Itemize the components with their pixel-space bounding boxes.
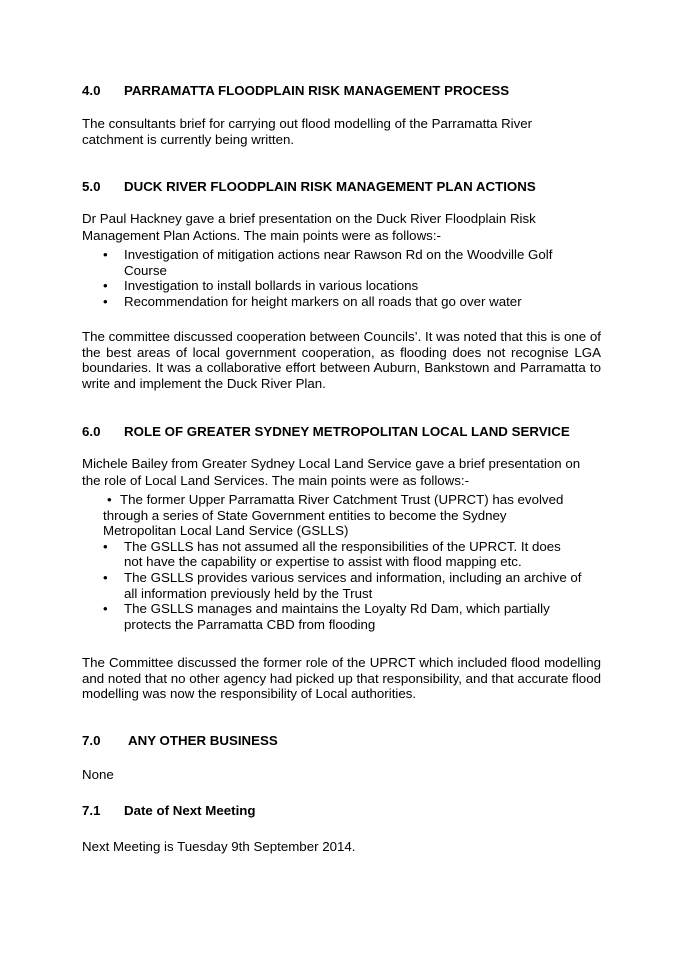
list-item	[82, 294, 582, 310]
section-7-heading	[82, 733, 278, 749]
list-item	[82, 247, 582, 278]
bullet-icon: •	[103, 538, 108, 554]
section-7-body: None	[82, 767, 114, 782]
section-5-heading	[82, 179, 536, 195]
section-6-heading	[82, 424, 570, 440]
list-item	[82, 278, 582, 294]
list-item-text: The GSLLS has not assumed all the responsibilities of the UPRCT. It does not have the capability or expertise to assist with flood mapping etc.	[124, 538, 561, 570]
section-4-heading	[82, 83, 509, 99]
list-item-text: Recommendation for height markers on all roads that go over water	[124, 293, 522, 309]
list-item-text: The GSLLS provides various services and information, including an archive of all information previously held by the Trust	[124, 569, 582, 601]
section-7-1-number: 7.1	[82, 803, 101, 818]
section-6-discussion: The Committee discussed the former role of the UPRCT which included flood modelling and noted that no other agency had picked up that responsibility, and that accurate flood modelling was now the responsibility of Local authorities.	[82, 655, 601, 702]
section-4-body: The consultants brief for carrying out flood modelling of the Parramatta River catchment is currently being written.	[82, 116, 533, 147]
bullet-icon: •	[103, 278, 108, 294]
bullet-icon: •	[103, 601, 108, 617]
bullet-icon: •	[103, 569, 108, 585]
list-item-text: The GSLLS manages and maintains the Loyalty Rd Dam, which partially protects the Parramatta CBD from flooding	[124, 601, 550, 632]
list-item-text: Investigation of mitigation actions near Rawson Rd on the Woodville Golf Course	[124, 247, 553, 278]
section-4-number: 4.0	[82, 83, 101, 98]
section-6-intro: Michele Bailey from Greater Sydney Local Land Service gave a brief presentation on the role of Local Land Services. The main points were as follows:-	[82, 456, 581, 488]
list-item	[82, 492, 582, 539]
section-5-discussion: The committee discussed cooperation between Councils’. It was noted that this is one of the best areas of local government cooperation, as flooding does not recognise LGA boundaries. It was a collaborative effort between Auburn, Bankstown and Parramatta to write and implement the Duck River Plan.	[82, 329, 601, 391]
section-6-number: 6.0	[82, 424, 101, 439]
section-7-number: 7.0	[82, 733, 101, 748]
bullet-icon: •	[107, 492, 112, 507]
section-5-bullet-list	[82, 247, 582, 309]
list-item	[82, 570, 582, 601]
list-item	[82, 539, 582, 570]
section-4-title: PARRAMATTA FLOODPLAIN RISK MANAGEMENT PROCESS	[124, 83, 510, 98]
section-5-intro: Dr Paul Hackney gave a brief presentation on the Duck River Floodplain Risk Management Plan Actions. The main points were as follows:-	[82, 211, 536, 243]
section-7-1-title: Date of Next Meeting	[124, 803, 256, 818]
section-5-number: 5.0	[82, 179, 101, 194]
list-item	[82, 601, 582, 632]
section-6-title: ROLE OF GREATER SYDNEY METROPOLITAN LOCAL LAND SERVICE	[124, 424, 570, 439]
list-item-text: Investigation to install bollards in various locations	[124, 278, 419, 294]
list-item-text: The former Upper Parramatta River Catchment Trust (UPRCT) has evolved through a series of State Government entities to become the Sydney Metropolitan Local Land Service (GSLLS)	[103, 492, 564, 539]
bullet-icon: •	[103, 247, 108, 262]
section-6-bullet-list	[82, 492, 582, 632]
section-7-1-body: Next Meeting is Tuesday 9th September 2014.	[82, 839, 356, 854]
bullet-icon: •	[103, 293, 108, 309]
section-7-1-heading	[82, 803, 256, 819]
section-7-title: ANY OTHER BUSINESS	[128, 733, 278, 748]
section-5-title: DUCK RIVER FLOODPLAIN RISK MANAGEMENT PLAN ACTIONS	[124, 179, 536, 194]
